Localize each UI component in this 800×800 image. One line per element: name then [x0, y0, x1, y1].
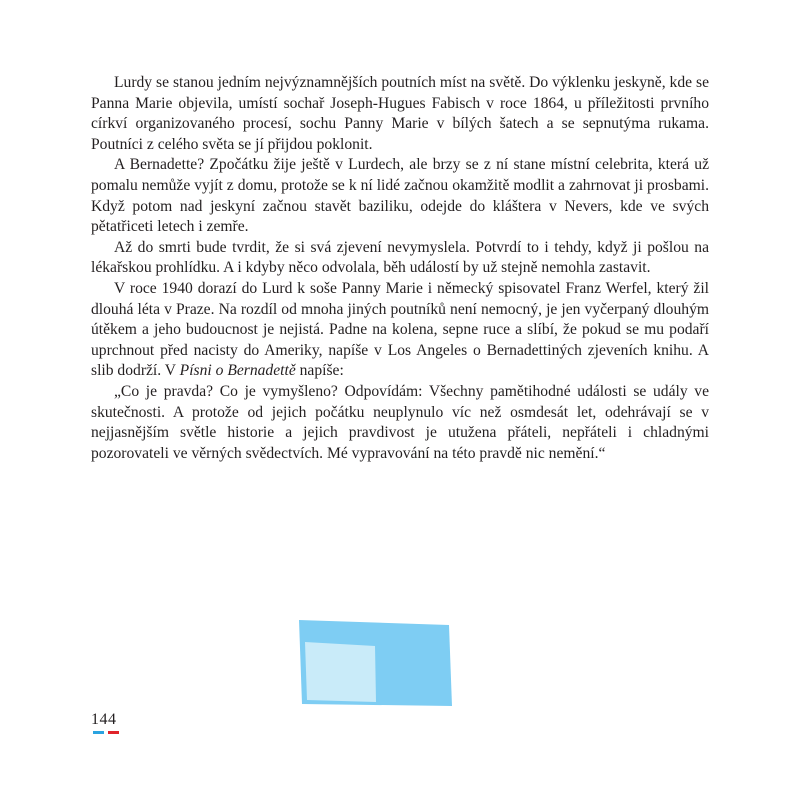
blue-squares-illustration	[293, 616, 453, 708]
paragraph-3: Až do smrti bude tvrdit, že si svá zjevení nevymyslela. Potvrdí to i tehdy, když ji pošlou na lékařskou prohlídku. A i kdyby něco odvolala, běh událostí by už stejně nemohla zastavit.	[91, 238, 709, 277]
inner-light-square	[305, 642, 376, 702]
page-marker-blue	[93, 731, 104, 734]
book-title: Písni o Bernadettě	[179, 362, 296, 380]
paragraph-4-text: V roce 1940 dorazí do Lurd k soše Panny Marie i německý spisovatel Franz Werfel, který žil dlouhá léta v Praze. Na rozdíl od mnoha jiných poutníků není nemocný, je jen vyčerpaný dlouhým útěkem a jeho budoucnost je nejistá. Padne na kolena, sepne ruce a slíbí, že pokud se mu podaří uprchnout před nacisty do Ameriky, napíše v Los Angeles o Bernadettiných zjeveních knihu. A slib dodrží. V	[91, 279, 709, 380]
quote-paragraph: „Co je pravda? Co je vymyšleno? Odpovídám: Všechny pamětihodné události se udály ve skutečnosti. A protože od jejich počátku neuplynulo víc než osmdesát let, odehrávají se v nejjasnějším světle historie a jejich pravdivost je utužena přáteli, nepřáteli i chladnými pozorovateli ve věrných svědectvích. Mé vypravování na této pravdě nic nemění.“	[91, 382, 709, 462]
page-number: 144	[91, 711, 117, 728]
paragraph-2: A Bernadette? Zpočátku žije ještě v Lurdech, ale brzy se z ní stane místní celebrita, která už pomalu nemůže vyjít z domu, protože se k ní lidé začnou okamžitě modlit a zahrnovat ji prosbami. Když potom nad jeskyní začnou stavět baziliku, odejde do kláštera v Nevers, kde ve svých pětatřiceti letech i zemře.	[91, 156, 709, 236]
paragraph-1: Lurdy se stanou jedním nejvýznamnějších poutních míst na světě. Do výklenku jeskyně, kde se Panna Marie objevila, umístí sochař Joseph-Hugues Fabisch v roce 1864, u příležitosti prvního církví organizovaného procesí, sochu Panny Marie v bílých šatech a se sepnutýma rukama. Poutníci z celého světa se jí přijdou poklonit.	[91, 74, 709, 153]
body-text	[91, 73, 709, 464]
paragraph-4	[91, 279, 709, 382]
paragraph-4-ending: napíše:	[295, 362, 344, 380]
page-marker-red	[108, 731, 119, 734]
